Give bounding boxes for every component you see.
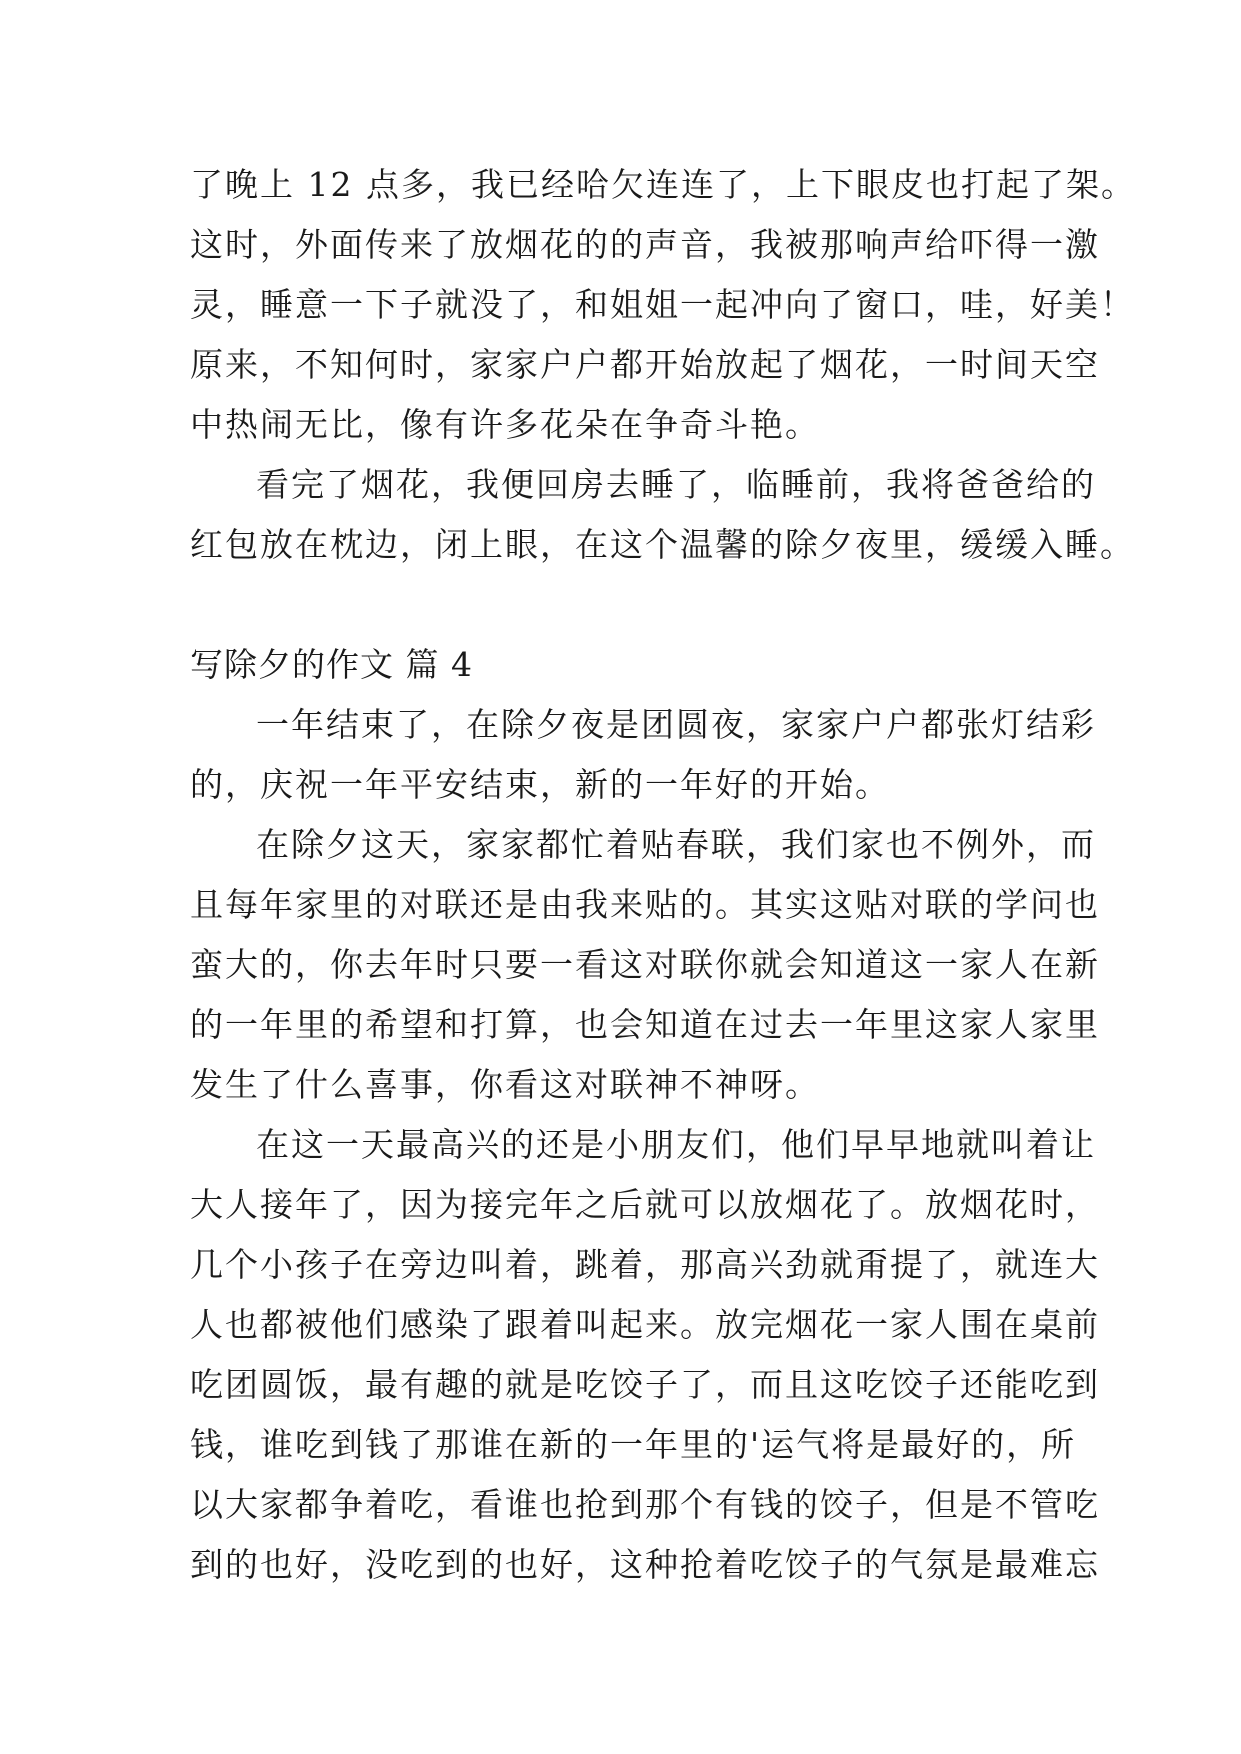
text-line: 原来，不知何时，家家户户都开始放起了烟花，一时间天空: [190, 345, 1100, 384]
text-line: 的一年里的希望和打算，也会知道在过去一年里这家人家里: [190, 1005, 1100, 1044]
text-line: 钱，谁吃到钱了那谁在新的一年里的'运气将是最好的，所: [190, 1425, 1077, 1464]
text-line: 蛮大的，你去年时只要一看这对联你就会知道这一家人在新: [190, 945, 1100, 984]
text-line: 了晚上 12 点多，我已经哈欠连连了，上下眼皮也打起了架。: [190, 165, 1136, 204]
text-line: 大人接年了，因为接完年之后就可以放烟花了。放烟花时，: [190, 1185, 1100, 1224]
text-line: 人也都被他们感染了跟着叫起来。放完烟花一家人围在桌前: [190, 1305, 1100, 1344]
paragraph: [190, 455, 1135, 575]
text-line: 几个小孩子在旁边叫着，跳着，那高兴劲就甭提了，就连大: [190, 1245, 1100, 1284]
text-line: 的，庆祝一年平安结束，新的一年好的开始。: [190, 765, 890, 804]
text-line: 且每年家里的对联还是由我来贴的。其实这贴对联的学问也: [190, 885, 1100, 924]
document-body: [190, 155, 1136, 1595]
paragraph: [190, 1115, 1100, 1595]
paragraph: [190, 155, 1136, 455]
text-line: 以大家都争着吃，看谁也抢到那个有钱的饺子，但是不管吃: [190, 1485, 1100, 1524]
text-line: 在这一天最高兴的还是小朋友们，他们早早地就叫着让: [256, 1125, 1096, 1164]
text-line: 看完了烟花，我便回房去睡了，临睡前，我将爸爸给的: [256, 465, 1096, 504]
text-line: 中热闹无比，像有许多花朵在争奇斗艳。: [190, 405, 820, 444]
text-line: 吃团圆饭，最有趣的就是吃饺子了，而且这吃饺子还能吃到: [190, 1365, 1100, 1404]
text-line: 这时，外面传来了放烟花的的声音，我被那响声给吓得一激: [190, 225, 1100, 264]
text-line: 到的也好，没吃到的也好，这种抢着吃饺子的气氛是最难忘: [190, 1545, 1100, 1584]
text-line: 在除夕这天，家家都忙着贴春联，我们家也不例外，而: [256, 825, 1096, 864]
text-line: 灵，睡意一下子就没了，和姐姐一起冲向了窗口，哇，好美！: [190, 285, 1135, 324]
paragraph: [190, 815, 1100, 1115]
paragraph: [190, 695, 1096, 815]
section-gap: [190, 575, 1090, 635]
text-line: 发生了什么喜事，你看这对联神不神呀。: [190, 1065, 820, 1104]
text-line: 一年结束了，在除夕夜是团圆夜，家家户户都张灯结彩: [256, 705, 1096, 744]
section-heading: 写除夕的作文 篇 4: [190, 645, 473, 684]
text-line: 红包放在枕边，闭上眼，在这个温馨的除夕夜里，缓缓入睡。: [190, 525, 1135, 564]
